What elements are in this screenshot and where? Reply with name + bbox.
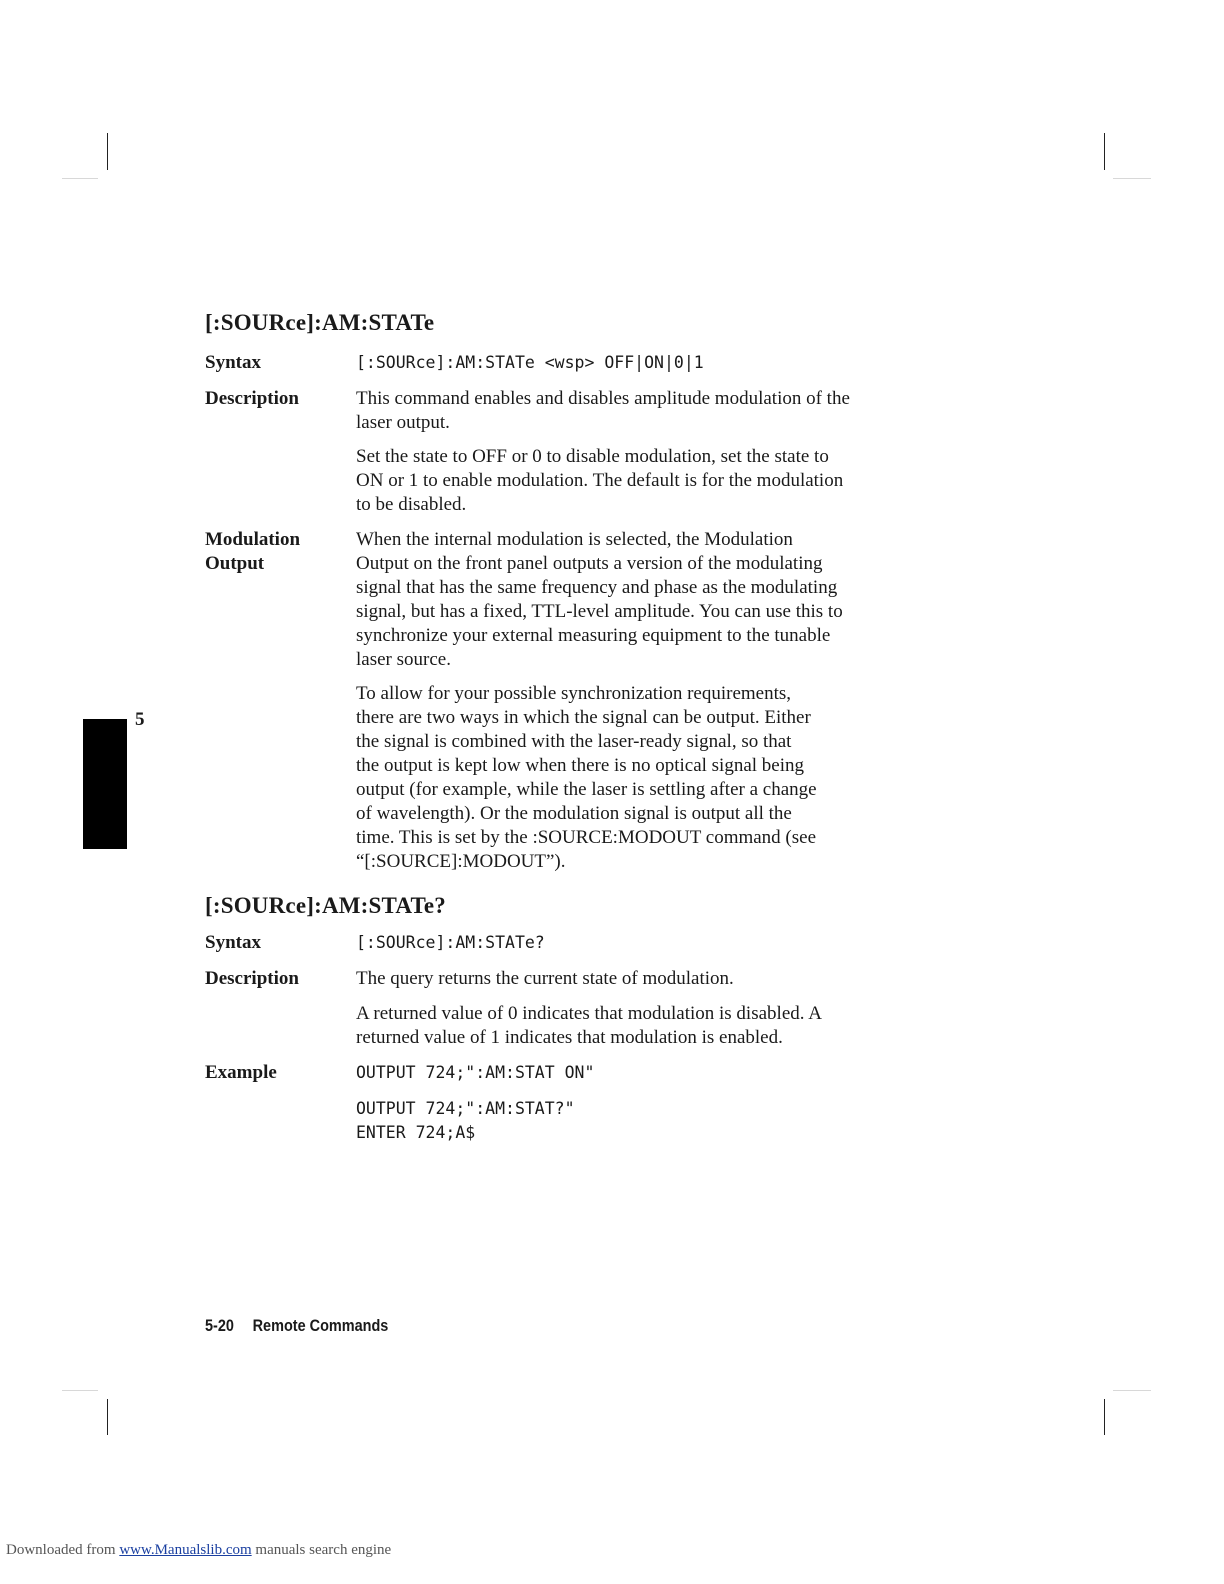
syntax-label: Syntax xyxy=(205,352,261,373)
section-title: [:SOURce]:AM:STATe xyxy=(205,310,435,335)
text-line: This command enables and disables amplitude modulation of the xyxy=(356,388,850,409)
text-line: to be disabled. xyxy=(356,494,467,515)
example-line: OUTPUT 724;":AM:STAT?" xyxy=(356,1099,575,1118)
text-line: A returned value of 0 indicates that modulation is disabled. A xyxy=(356,1003,822,1024)
text-line: time. This is set by the :SOURCE:MODOUT command (see xyxy=(356,827,817,848)
crop-mark xyxy=(1113,178,1151,179)
page-footer xyxy=(205,1316,388,1336)
text-line: there are two ways in which the signal can be output. Either xyxy=(356,707,811,728)
example-line: OUTPUT 724;":AM:STAT ON" xyxy=(356,1063,595,1082)
download-notice xyxy=(6,1542,391,1559)
syntax-line: [:SOURce]:AM:STATe <wsp> OFF|ON|0|1 xyxy=(356,353,704,372)
description-paragraph xyxy=(356,387,976,435)
download-prefix: Downloaded from xyxy=(6,1542,116,1558)
text-line: output (for example, while the laser is settling after a change xyxy=(356,779,817,800)
text-line: When the internal modulation is selected, the Modulation xyxy=(356,529,793,550)
crop-mark xyxy=(107,133,108,170)
syntax-line: [:SOURce]:AM:STATe? xyxy=(356,933,545,952)
label-line: Output xyxy=(205,553,265,574)
example-line: ENTER 724;A$ xyxy=(356,1123,476,1142)
manualslib-link[interactable]: www.Manualslib.com xyxy=(119,1542,252,1558)
text-line: the signal is combined with the laser-ready signal, so that xyxy=(356,731,792,752)
crop-mark xyxy=(62,178,98,179)
crop-mark xyxy=(1104,133,1105,170)
modulation-output-label xyxy=(205,528,345,576)
text-line: “[:SOURCE]:MODOUT”). xyxy=(356,851,566,872)
chapter-number: 5 xyxy=(135,709,145,730)
sync-paragraph xyxy=(356,682,976,874)
label-line: Modulation xyxy=(205,529,301,550)
download-suffix: manuals search engine xyxy=(255,1542,392,1558)
text-line: synchronize your external measuring equipment to the tunable xyxy=(356,625,831,646)
crop-mark xyxy=(62,1390,98,1391)
text-line: signal that has the same frequency and phase as the modulating xyxy=(356,577,838,598)
description-label: Description xyxy=(205,388,299,409)
text-line: Output on the front panel outputs a version of the modulating xyxy=(356,553,823,574)
modulation-paragraph xyxy=(356,528,976,672)
text-line: returned value of 1 indicates that modulation is enabled. xyxy=(356,1027,783,1048)
syntax-label: Syntax xyxy=(205,932,261,953)
text-line: the output is kept low when there is no optical signal being xyxy=(356,755,805,776)
text-line: of wavelength). Or the modulation signal is output all the xyxy=(356,803,792,824)
footer-title: Remote Commands xyxy=(252,1316,389,1335)
text-line: ON or 1 to enable modulation. The default is for the modulation xyxy=(356,470,844,491)
page-number: 5-20 xyxy=(205,1316,234,1335)
text-line: Set the state to OFF or 0 to disable modulation, set the state to xyxy=(356,446,829,467)
text-line: signal, but has a fixed, TTL-level amplitude. You can use this to xyxy=(356,601,843,622)
section-title: [:SOURce]:AM:STATe? xyxy=(205,893,446,918)
description-label: Description xyxy=(205,968,299,989)
crop-mark xyxy=(1104,1399,1105,1435)
text-line: laser output. xyxy=(356,412,450,433)
text-line: To allow for your possible synchronization requirements, xyxy=(356,683,792,704)
crop-mark xyxy=(107,1399,108,1435)
example-label: Example xyxy=(205,1062,277,1083)
description-line: The query returns the current state of modulation. xyxy=(356,968,734,989)
chapter-tab xyxy=(83,719,127,849)
text-line: laser source. xyxy=(356,649,451,670)
returned-paragraph xyxy=(356,1002,976,1050)
state-paragraph xyxy=(356,445,976,517)
crop-mark xyxy=(1113,1390,1151,1391)
